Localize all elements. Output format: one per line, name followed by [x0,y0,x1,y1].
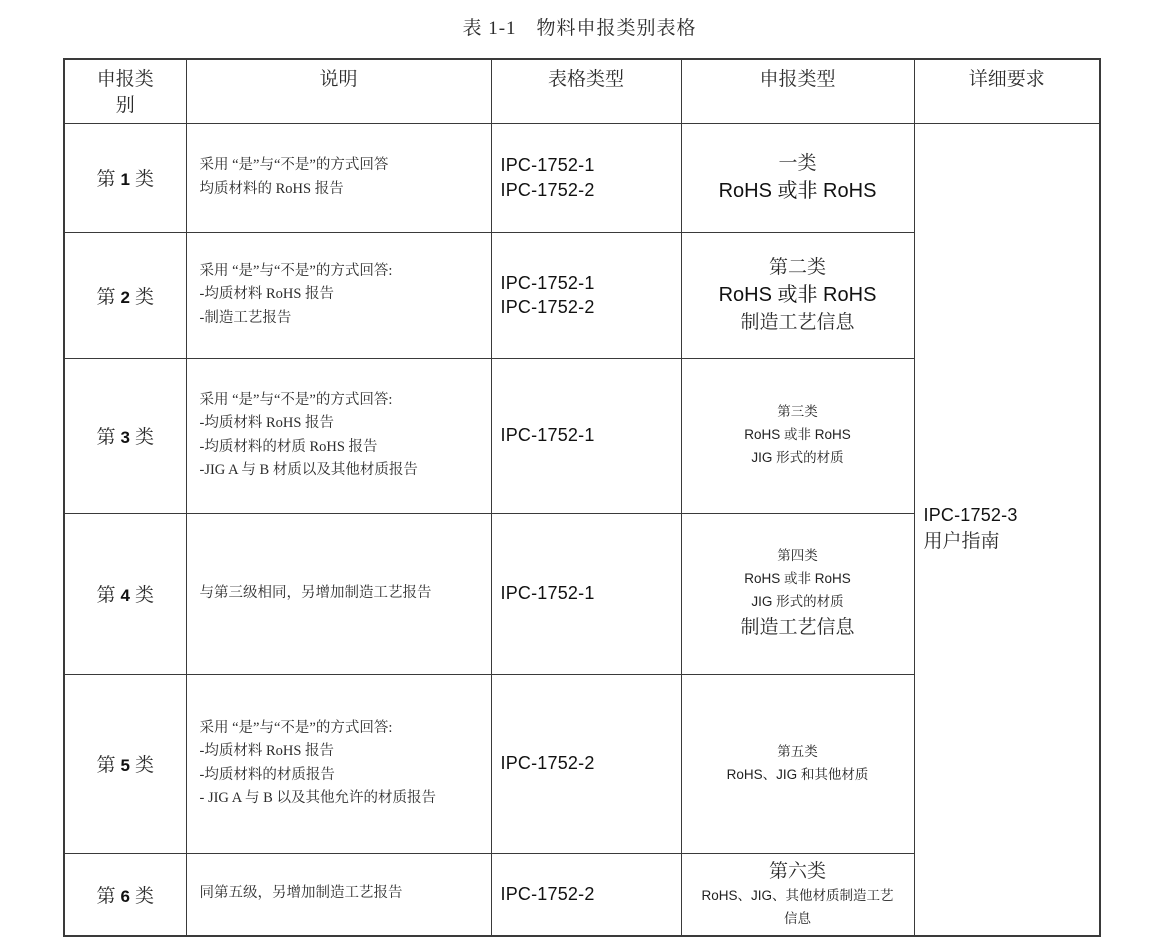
description-line: 采用 “是”与“不是”的方式回答 [199,157,389,174]
header-row [64,59,1100,123]
declaration-line: 制造工艺信息 [740,617,855,639]
declaration-line: 第六类 [768,860,826,882]
description-line: -均质材料 RoHS 报告 [199,286,335,303]
form-type-line: IPC-1752-1 [500,272,595,293]
table-row [64,123,1100,232]
form-type-cell [491,358,681,513]
description-cell [186,513,491,674]
description-line: -均质材料的材质 RoHS 报告 [199,438,378,455]
description-line: 均质材料的 RoHS 报告 [199,180,344,197]
header-form-type: 表格类型 [491,59,681,123]
form-type-line: IPC-1752-1 [500,425,595,446]
description-line: 采用 “是”与“不是”的方式回答: [199,719,393,736]
declaration-type-cell [681,123,914,232]
form-type-line: IPC-1752-1 [500,583,595,604]
description-line: -制造工艺报告 [199,309,292,326]
form-type-cell [491,513,681,674]
declaration-line: 第二类 [768,256,826,278]
declaration-line: JIG 形式的材质 [751,594,844,610]
description-line: -均质材料的材质报告 [199,766,335,783]
header-detail-requirement: 详细要求 [914,59,1100,123]
form-type-cell [491,123,681,232]
category-cell: 第 2 类 [64,232,186,358]
declaration-line: RoHS 或非 RoHS [744,571,851,587]
declaration-type-cell [681,853,914,936]
category-cell: 第 6 类 [64,853,186,936]
form-type-cell [491,853,681,936]
description-line: 采用 “是”与“不是”的方式回答: [199,262,393,279]
description-cell [186,674,491,853]
declaration-line: RoHS、JIG 和其他材质 [726,766,869,782]
declaration-line: JIG 形式的材质 [751,449,844,465]
form-type-line: IPC-1752-2 [500,753,595,774]
description-cell [186,853,491,936]
description-line: 采用 “是”与“不是”的方式回答: [199,391,393,408]
description-cell [186,358,491,513]
declaration-type-cell [681,358,914,513]
form-type-cell [491,232,681,358]
description-cell [186,123,491,232]
declaration-type-cell [681,674,914,853]
description-line: 同第五级，另增加制造工艺报告 [199,885,403,902]
declaration-type-cell [681,232,914,358]
declaration-type-cell [681,513,914,674]
declaration-line: RoHS 或非 RoHS [718,179,877,202]
description-cell [186,232,491,358]
material-declaration-table [63,58,1101,937]
declaration-line: 第三类 [777,404,818,420]
description-line: -均质材料 RoHS 报告 [199,743,335,760]
detail-requirement-code: IPC-1752-3 [923,505,1018,526]
description-line: 与第三级相同，另增加制造工艺报告 [199,584,432,601]
declaration-line: 第五类 [777,743,818,759]
header-declaration-category: 申报类别 [64,59,186,123]
declaration-line: 制造工艺信息 [740,311,855,333]
detail-requirement-cell [914,123,1100,936]
form-type-line: IPC-1752-2 [500,884,595,905]
declaration-line: RoHS 或非 RoHS [744,427,851,443]
form-type-line: IPC-1752-1 [500,155,595,176]
description-line: -均质材料 RoHS 报告 [199,415,335,432]
description-line: - JIG A 与 B 以及其他允许的材质报告 [199,789,436,806]
form-type-line: IPC-1752-2 [500,179,595,200]
category-cell: 第 4 类 [64,513,186,674]
category-cell: 第 5 类 [64,674,186,853]
declaration-line: RoHS、JIG、其他材质制造工艺信息 [701,888,894,926]
table-title: 表 1-1 物料申报类别表格 [462,18,697,39]
declaration-line: 一类 [778,153,817,175]
category-cell: 第 3 类 [64,358,186,513]
form-type-line: IPC-1752-2 [500,297,595,317]
declaration-line: 第四类 [777,548,818,564]
form-type-cell [491,674,681,853]
detail-requirement-label: 用户指南 [923,530,1000,552]
header-declaration-type: 申报类型 [681,59,914,123]
category-cell: 第 1 类 [64,123,186,232]
header-description: 说明 [186,59,491,123]
description-line: -JIG A 与 B 材质以及其他材质报告 [199,461,418,478]
declaration-line: RoHS 或非 RoHS [718,283,877,306]
